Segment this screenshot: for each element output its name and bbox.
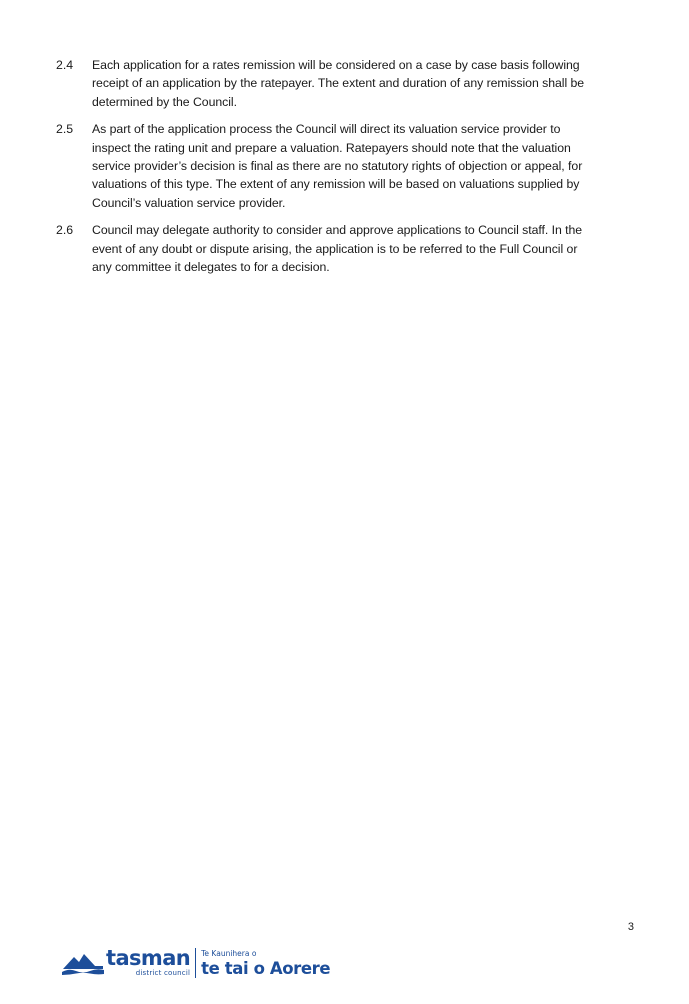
clause-line: receipt of an application by the ratepayer. The extent and duration of any remission shall be xyxy=(92,76,585,91)
maori-name: te tai o Aorere xyxy=(201,958,331,978)
clause-line: Each application for a rates remission will be considered on a case by case basis following xyxy=(92,58,580,72)
clause-line: inspect the rating unit and prepare a valuation. Ratepayers should note that the valuation xyxy=(92,140,571,155)
clause-text xyxy=(92,56,624,111)
clause-item xyxy=(56,56,624,111)
clause-number: 2.6 xyxy=(56,223,74,238)
clause-text xyxy=(92,221,624,276)
clause-number: 2.5 xyxy=(56,122,74,137)
clause-item xyxy=(56,120,624,212)
mountain-wave-logo-icon xyxy=(62,950,104,976)
maori-name-block xyxy=(201,949,330,978)
clause-text xyxy=(92,120,624,212)
clause-line: Council may delegate authority to consider and approve applications to Council staff. In the xyxy=(92,223,583,238)
maori-subtitle: Te Kaunihera o xyxy=(201,948,257,958)
clause-line: service provider’s decision is final as there are no statutory rights of objection or appeal, for xyxy=(92,159,583,174)
clause-item xyxy=(56,221,624,276)
page-number: 3 xyxy=(627,921,634,933)
clause-number: 2.4 xyxy=(56,58,74,72)
clause-line: Council’s valuation service provider. xyxy=(92,195,286,210)
clause-line: valuations of this type. The extent of any remission will be based on valuations supplied by xyxy=(92,177,580,192)
clause-list xyxy=(56,56,624,285)
brand-subtitle: district council xyxy=(135,969,191,977)
clause-line: As part of the application process the Council will direct its valuation service provider to xyxy=(92,122,561,137)
clause-line: event of any doubt or dispute arising, the application is to be referred to the Full Council or xyxy=(92,241,578,256)
clause-line: any committee it delegates to for a decision. xyxy=(92,260,330,275)
brand-block xyxy=(106,948,190,978)
clause-line: determined by the Council. xyxy=(92,94,237,109)
logo-divider xyxy=(195,948,196,978)
footer-logo xyxy=(62,945,330,981)
brand-name: tasman xyxy=(106,946,191,970)
